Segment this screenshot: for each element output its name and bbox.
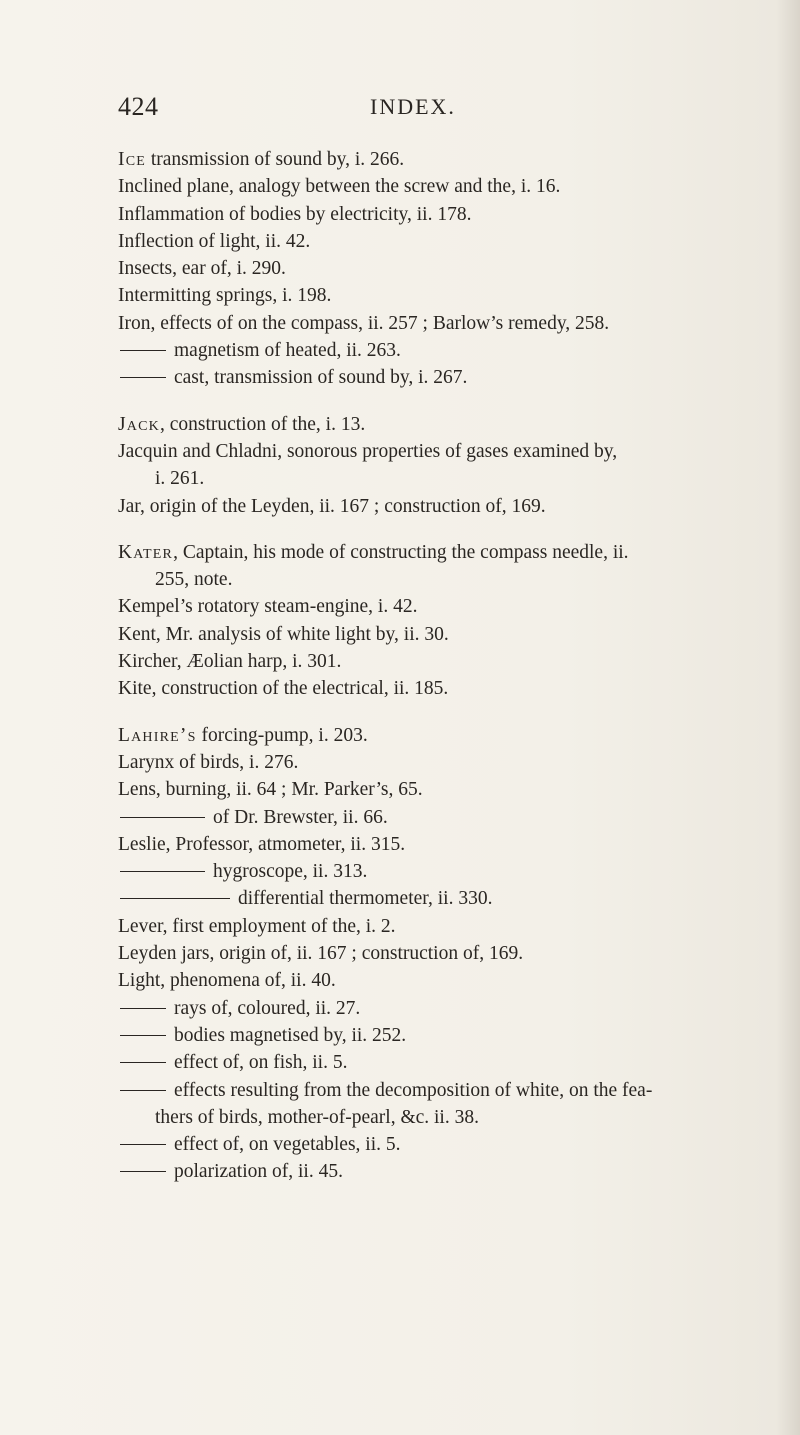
index-subentry: effects resulting from the decomposition of white, on the fea- (118, 1077, 758, 1104)
index-entry: Inclined plane, analogy between the screw and the, i. 16. (118, 176, 561, 198)
index-entry-continued: thers of birds, mother-of-pearl, &c. ii. 38. (155, 1106, 479, 1128)
index-entry: Ice transmission of sound by, i. 266. (118, 149, 405, 170)
page-header (118, 92, 698, 132)
index-entry: Kircher, Æolian harp, i. 301. (118, 651, 342, 673)
index-subentry: magnetism of heated, ii. 263. (118, 337, 758, 364)
index-subentry: differential thermometer, ii. 330. (118, 885, 758, 912)
ditto-dash (120, 871, 205, 872)
index-entry: Inflection of light, ii. 42. (118, 230, 311, 252)
index-entry: Kempel’s rotatory steam-engine, i. 42. (118, 596, 418, 618)
index-subentry: of Dr. Brewster, ii. 66. (118, 804, 758, 831)
index-subentry: cast, transmission of sound by, i. 267. (118, 364, 758, 391)
index-entry: Kent, Mr. analysis of white light by, ii. 30. (118, 623, 449, 645)
index-subentry: effect of, on vegetables, ii. 5. (118, 1131, 758, 1158)
index-entry: Leyden jars, origin of, ii. 167 ; construction of, 169. (118, 943, 524, 965)
ditto-dash (120, 1008, 166, 1009)
index-entry: Iron, effects of on the compass, ii. 257 ; Barlow’s remedy, 258. (118, 312, 610, 334)
ditto-dash (120, 1171, 166, 1172)
index-subentry: polarization of, ii. 45. (118, 1158, 758, 1185)
index-entry: Larynx of birds, i. 276. (118, 751, 299, 773)
ditto-dash (120, 1144, 166, 1145)
ditto-dash (120, 350, 166, 351)
ditto-dash (120, 1035, 166, 1036)
index-entry: Insects, ear of, i. 290. (118, 258, 286, 280)
index-entry: Lens, burning, ii. 64 ; Mr. Parker’s, 65. (118, 779, 423, 801)
index-body (118, 146, 758, 1186)
ditto-dash (120, 898, 230, 899)
index-entry: Kite, construction of the electrical, ii. 185. (118, 678, 449, 700)
index-subentry: effect of, on fish, ii. 5. (118, 1049, 758, 1076)
page-number: 424 (118, 92, 159, 121)
ditto-dash (120, 1062, 166, 1063)
index-entry: Jacquin and Chladni, sonorous properties of gases examined by, (118, 440, 618, 462)
index-entry-continued: i. 261. (155, 468, 205, 490)
ditto-dash (120, 817, 205, 818)
index-entry: Kater, Captain, his mode of constructing the compass needle, ii. (118, 541, 629, 563)
index-subentry: hygroscope, ii. 313. (118, 858, 758, 885)
index-subentry: bodies magnetised by, ii. 252. (118, 1022, 758, 1049)
index-entry-continued: 255, note. (155, 569, 233, 591)
index-entry: Leslie, Professor, atmometer, ii. 315. (118, 833, 406, 855)
index-entry: Lahire’s forcing-pump, i. 203. (118, 724, 368, 746)
index-entry: Jar, origin of the Leyden, ii. 167 ; construction of, 169. (118, 495, 546, 517)
index-entry: Intermitting springs, i. 198. (118, 285, 332, 307)
index-entry: Lever, first employment of the, i. 2. (118, 915, 396, 937)
ditto-dash (120, 1090, 166, 1091)
index-entry: Jack, construction of the, i. 13. (118, 413, 366, 435)
index-entry: Inflammation of bodies by electricity, ii. 178. (118, 203, 472, 225)
index-entry: Light, phenomena of, ii. 40. (118, 970, 336, 992)
running-title: INDEX. (370, 94, 456, 119)
index-subentry: rays of, coloured, ii. 27. (118, 995, 758, 1022)
ditto-dash (120, 377, 166, 378)
